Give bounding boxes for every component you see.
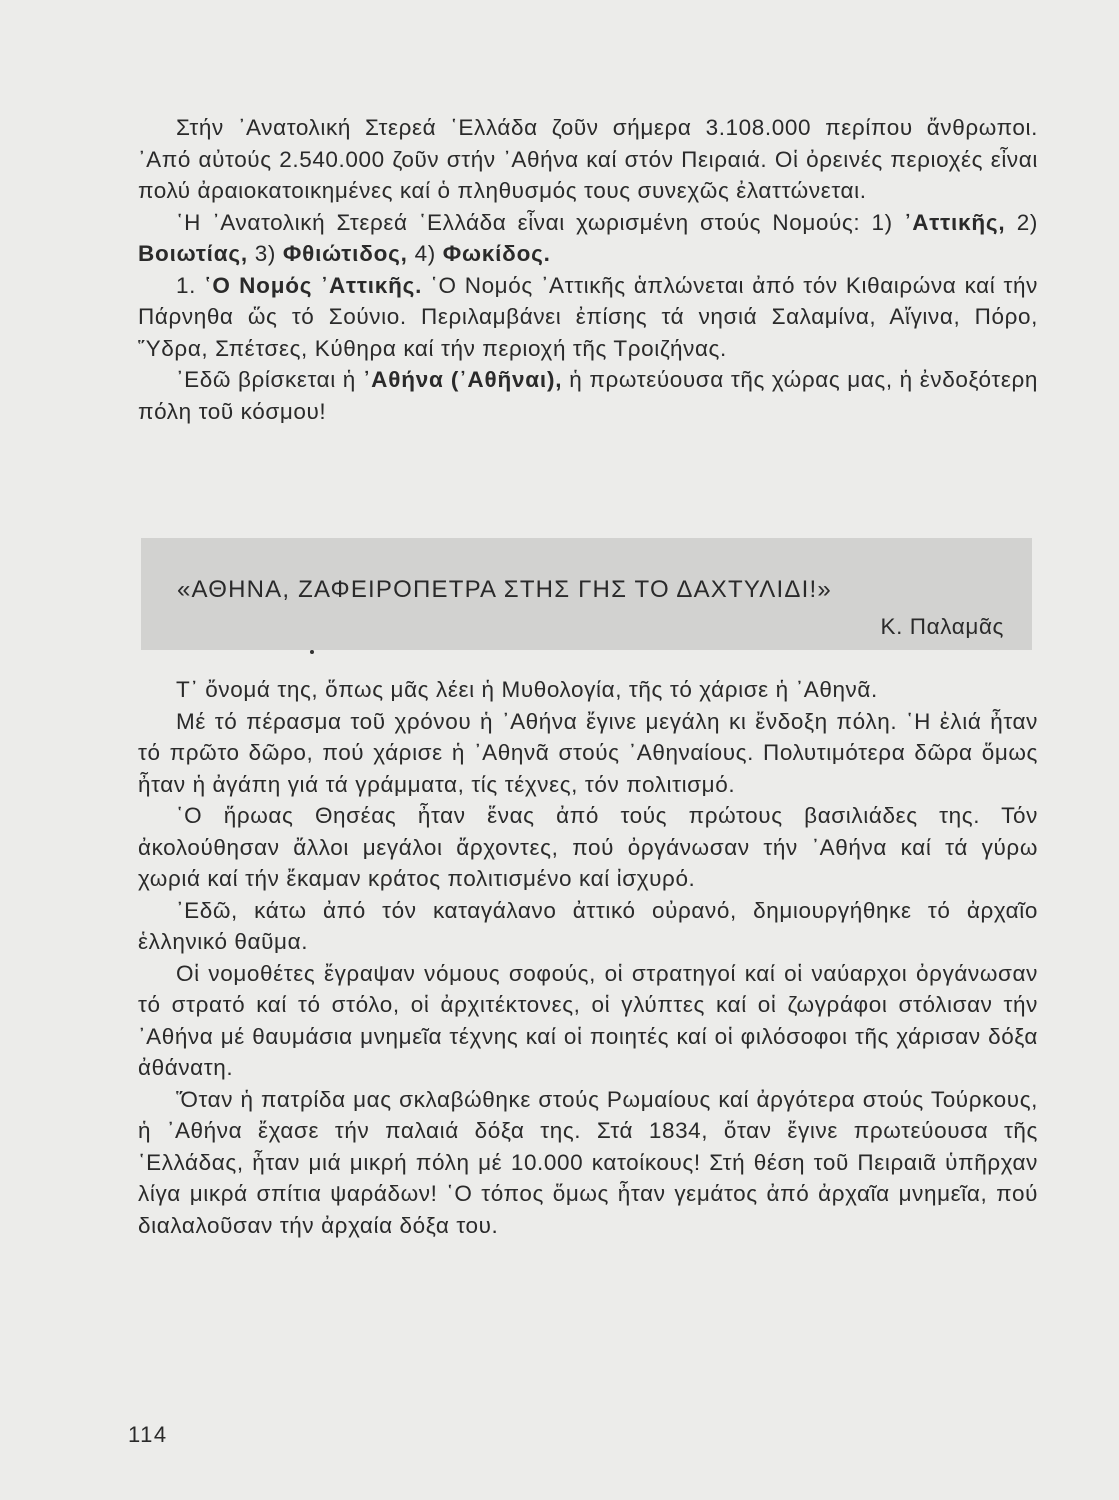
- intro-paragraph-prefectures: [138, 207, 1038, 270]
- prefecture-attica: ᾿Αττικῆς,: [903, 209, 1006, 235]
- body-paragraph: ᾿Εδῶ, κάτω ἀπό τόν καταγάλανο ἀττικό οὐρανό, δημιουργήθηκε τό ἀρχαῖο ἑλληνικό θαῦμα.: [138, 897, 1038, 954]
- prefecture-list-number: 1): [871, 209, 893, 235]
- quote-text: «ΑΘΗΝΑ, ΖΑΦΕΙΡΟΠΕΤΡΑ ΣΤΗΣ ΓΗΣ ΤΟ ΔΑΧΤΥΛΙΔΙ!»: [177, 576, 832, 603]
- intro-paragraph-attica: [138, 270, 1038, 365]
- prefectures-intro-text: ῾Η ᾿Ανατολική Στερεά ῾Ελλάδα εἶναι χωρισμένη στούς Νομούς:: [176, 209, 861, 235]
- section-heading: ῾Ο Νομός ᾿Αττικῆς.: [204, 272, 423, 298]
- prefecture-list-number: 3): [254, 241, 276, 266]
- section-number: 1.: [176, 272, 196, 298]
- intro-paragraph-athens: [138, 364, 1038, 427]
- body-paragraph: ῾Ο ἥρωας Θησέας ἦταν ἕνας ἀπό τούς πρώτους βασιλιάδες της. Τόν ἀκολούθησαν ἄλλοι μεγάλοι ἄρχοντες, πού ὀργάνωσαν τήν ᾿Αθήνα καί τά γύρω χωριά καί τήν ἔκαμαν κράτος πολιτισμένο καί ἰσχυρό.: [138, 803, 1038, 891]
- athens-text-after: ἡ πρωτεύουσα τῆς χώρας μας, ἡ ἐνδοξότερη πόλη τοῦ κόσμου!: [138, 367, 1038, 424]
- body-section: [138, 674, 1038, 1241]
- page-number: 114: [128, 1422, 168, 1447]
- body-paragraph: Ὅταν ἡ πατρίδα μας σκλαβώθηκε στούς Ρωμαίους καί ἀργότερα στούς Τούρκους, ἡ ᾿Αθήνα ἔχασε τήν παλαιά δόξα της. Στά 1834, ὅταν ἔγινε πρωτεύουσα τῆς ῾Ελλάδας, ἦταν μιά μικρή πόλη μέ 10.000 κατοίκους! Στή θέση τοῦ Πειραιᾶ ὑπῆρχαν λίγα μικρά σπίτια ψαράδων! ῾Ο τόπος ὅμως ἦταν γεμάτος ἀπό ἀρχαῖα μνημεῖα, πού διαλαλοῦσαν τήν ἀρχαία δόξα του.: [138, 1086, 1038, 1238]
- intro-section: [138, 112, 1038, 427]
- intro-paragraph-population: Στήν ᾿Ανατολική Στερεά ῾Ελλάδα ζοῦν σήμερα 3.108.000 περίπου ἄνθρωποι. ᾿Από αὐτούς 2.540.000 ζοῦν στήν ᾿Αθήνα καί στόν Πειραιά. Οἱ ὀρεινές περιοχές εἶναι πολύ ἀραιοκατοικημένες καί ὁ πληθυσμός τους συνεχῶς ἐλαττώνεται.: [138, 115, 1038, 203]
- body-paragraph: Οἱ νομοθέτες ἔγραψαν νόμους σοφούς, οἱ στρατηγοί καί οἱ ναύαρχοι ὀργάνωσαν τό στρατό καί τό στόλο, οἱ ἀρχιτέκτονες, οἱ γλύπτες καί οἱ ζωγράφοι στόλισαν τήν ᾿Αθήνα μέ θαυμάσια μνημεῖα τέχνης καί οἱ ποιητές καί οἱ φιλόσοφοι τῆς χάρισαν δόξα ἀθάνατη.: [138, 960, 1038, 1080]
- prefecture-boeotia: Βοιωτίας,: [138, 241, 248, 266]
- quote-box: [141, 538, 1032, 650]
- ink-speck: [310, 650, 314, 654]
- prefecture-phocis: Φωκίδος.: [442, 241, 551, 266]
- prefecture-list-number: 4): [414, 241, 436, 266]
- body-paragraph: Τ᾿ ὄνομά της, ὅπως μᾶς λέει ἡ Μυθολογία, τῆς τό χάρισε ἡ ᾿Αθηνᾶ.: [176, 677, 878, 702]
- attica-description: ῾Ο Νομός ᾿Αττικῆς ἁπλώνεται ἀπό τόν Κιθαιρώνα καί τήν Πάρνηθα ὥς τό Σούνιο. Περιλαμβάνει ἐπίσης τά νησιά Σαλαμίνα, Αἴγινα, Πόρο, Ὕδρα, Σπέτσες, Κύθηρα καί τήν περιοχή τῆς Τροιζήνας.: [138, 272, 1038, 361]
- prefecture-phthiotis: Φθιώτιδος,: [282, 241, 408, 266]
- athens-name: ᾿Αθήνα (᾿Αθῆναι),: [362, 367, 563, 392]
- athens-text-before: ᾿Εδῶ βρίσκεται ἡ: [176, 367, 356, 392]
- body-paragraph: Μέ τό πέρασμα τοῦ χρόνου ἡ ᾿Αθήνα ἔγινε μεγάλη κι ἔνδοξη πόλη. ῾Η ἐλιά ἦταν τό πρῶτο δῶρο, πού χάρισε ἡ ᾿Αθηνᾶ στούς ᾿Αθηναίους. Πολυτιμότερα δῶρα ὅμως ἦταν ἡ ἀγάπη γιά τά γράμματα, τίς τέχνες, τόν πολιτισμό.: [138, 708, 1038, 797]
- quote-author: Κ. Παλαμᾶς: [880, 614, 1004, 639]
- prefecture-list-number: 2): [1016, 209, 1038, 235]
